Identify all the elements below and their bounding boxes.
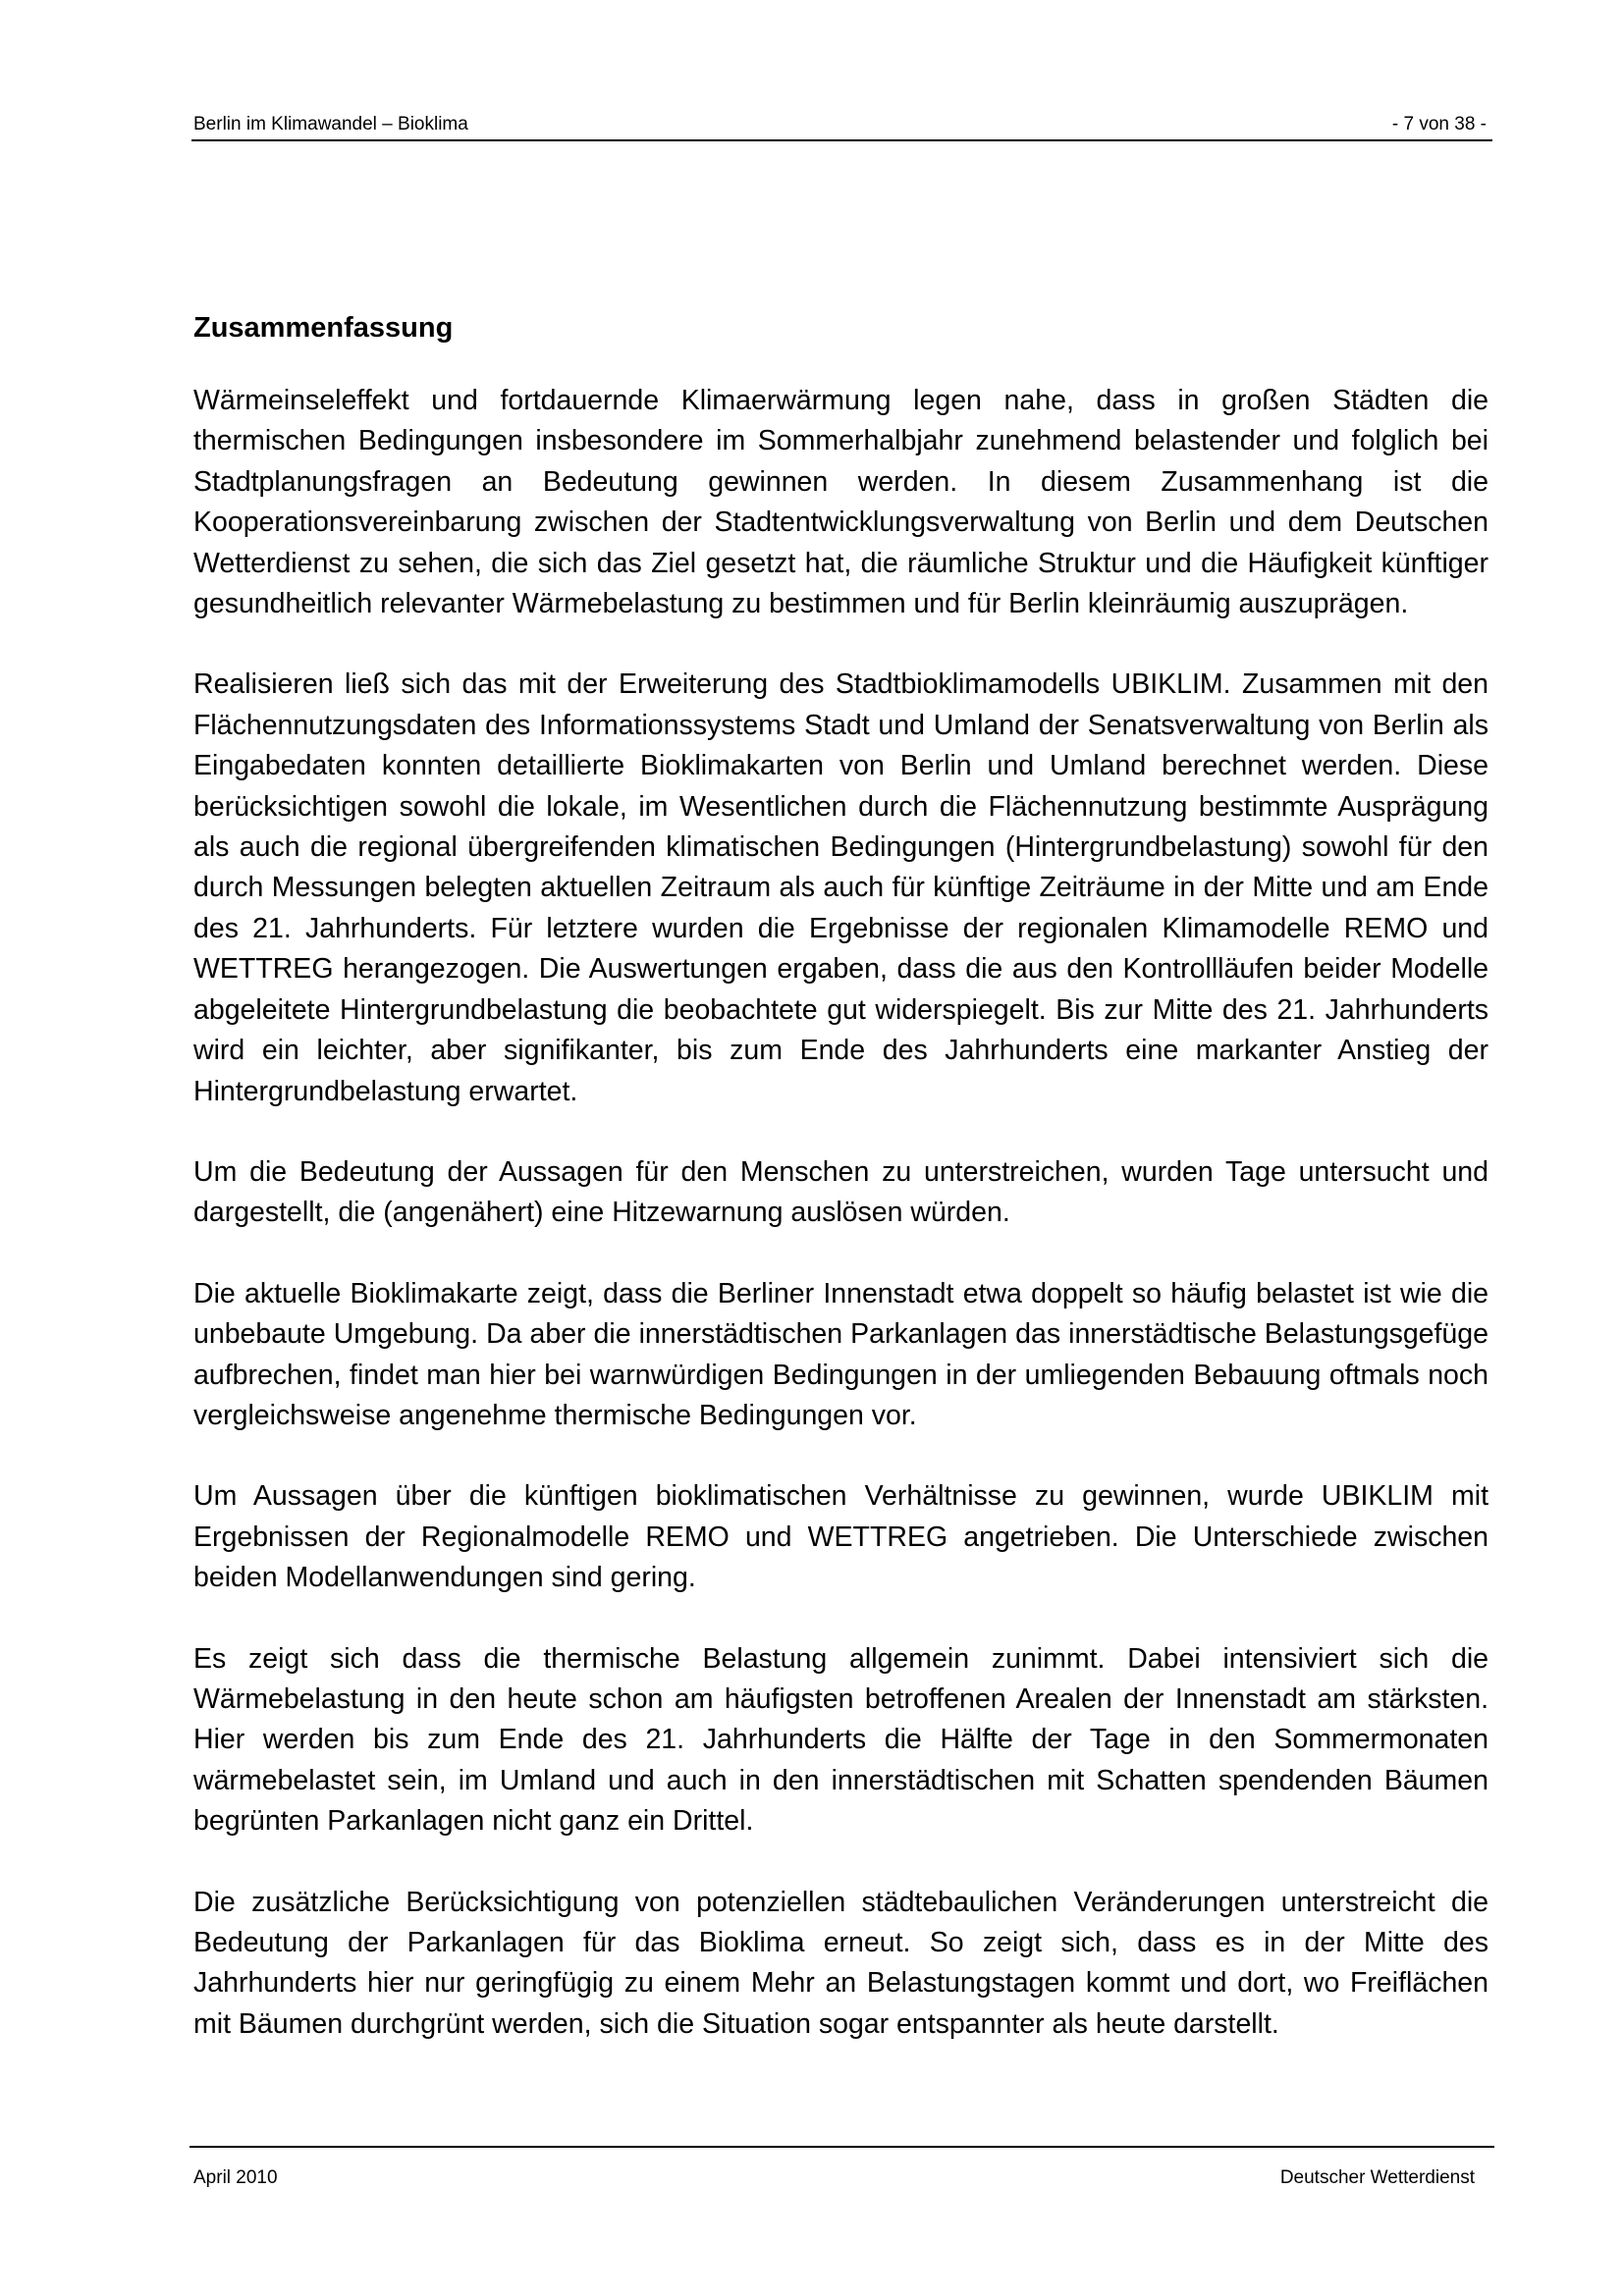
page-number: - 7 von 38 - — [1391, 114, 1487, 134]
paragraph-6: Es zeigt sich dass die thermische Belastung allgemein zunimmt. Dabei intensiviert sich die Wärmebelastung in den heute schon am häufigsten betroffenen Arealen der Innenstadt am stärksten. Hier werden bis zum Ende des 21. Jahrhunderts die Hälfte der Tage in den Sommermonaten wärmebelastet sein, im Umland und auch in den innerstädtischen mit Schatten spendenden Bäumen begrünten Parkanlagen nicht ganz ein Drittel. — [193, 1642, 1489, 1838]
paragraph-4: Die aktuelle Bioklimakarte zeigt, dass die Berliner Innenstadt etwa doppelt so häufig belastet ist wie die unbebaute Umgebung. Da aber die innerstädtischen Parkanlagen das innerstädtische Belastungsgefüge aufbrechen, findet man hier bei warnwürdigen Bedingungen in der umliegenden Bebauung oftmals noch vergleichsweise angenehme thermische Bedingungen vor. — [193, 1277, 1489, 1431]
paragraph-3: Um die Bedeutung der Aussagen für den Menschen zu unterstreichen, wurden Tage untersucht und dargestellt, die (angenähert) eine Hitzewarnung auslösen würden. — [193, 1155, 1489, 1229]
document-title: Berlin im Klimawandel – Bioklima — [193, 114, 468, 134]
page-footer — [189, 2146, 1494, 2187]
paragraph-2: Realisieren ließ sich das mit der Erweiterung des Stadtbioklimamodells UBIKLIM. Zusammen mit den Flächennutzungsdaten des Informationssystems Stadt und Umland der Senatsverwaltung von Berlin als Eingabedaten konnten detaillierte Bioklimakarten von Berlin und Umland berechnet werden. Diese berücksichtigen sowohl die lokale, im Wesentlichen durch die Flächennutzung bestimmte Ausprägung als auch die regional übergreifenden klimatischen Bedingungen (Hintergrundbelastung) sowohl für den durch Messungen belegten aktuellen Zeitraum als auch für künftige Zeiträume in der Mitte und am Ende des 21. Jahrhunderts. Für letztere wurden die Ergebnisse der regionalen Klimamodelle REMO und WETTREG herangezogen. Die Auswertungen ergaben, dass die aus den Kontrollläufen beider Modelle abgeleitete Hintergrundbelastung die beobachtete gut widerspiegelt. Bis zur Mitte des 21. Jahrhunderts wird ein leichter, aber signifikanter, bis zum Ende des Jahrhunderts eine markanter Anstieg der Hintergrundbelastung erwartet. — [193, 668, 1489, 1107]
body-text — [193, 381, 1489, 2085]
paragraph-7: Die zusätzliche Berücksichtigung von potenziellen städtebaulichen Veränderungen unterstreicht die Bedeutung der Parkanlagen für das Bioklima erneut. So zeigt sich, dass es in der Mitte des Jahrhunderts hier nur geringfügig zu einem Mehr an Belastungstagen kommt und dort, wo Freiflächen mit Bäumen durchgrünt werden, sich die Situation sogar entspannter als heute darstellt. — [193, 1886, 1489, 2040]
section-title: Zusammenfassung — [193, 312, 454, 344]
paragraph-5: Um Aussagen über die künftigen bioklimatischen Verhältnisse zu gewinnen, wurde UBIKLIM mit Ergebnissen der Regionalmodelle REMO und WETTREG angetrieben. Die Unterschiede zwischen beiden Modellanwendungen sind gering. — [193, 1480, 1489, 1594]
page-header — [191, 110, 1492, 141]
footer-organization: Deutscher Wetterdienst — [1279, 2167, 1475, 2188]
paragraph-1: Wärmeinseleffekt und fortdauernde Klimaerwärmung legen nahe, dass in großen Städten die thermischen Bedingungen insbesondere im Sommerhalbjahr zunehmend belastender und folglich bei Stadtplanungsfragen an Bedeutung gewinnen werden. In diesem Zusammenhang ist die Kooperationsvereinbarung zwischen der Stadtentwicklungsverwaltung von Berlin und dem Deutschen Wetterdienst zu sehen, die sich das Ziel gesetzt hat, die räumliche Struktur und die Häufigkeit künftiger gesundheitlich relevanter Wärmebelastung zu bestimmen und für Berlin kleinräumig auszuprägen. — [193, 385, 1489, 620]
footer-date: April 2010 — [193, 2167, 278, 2188]
